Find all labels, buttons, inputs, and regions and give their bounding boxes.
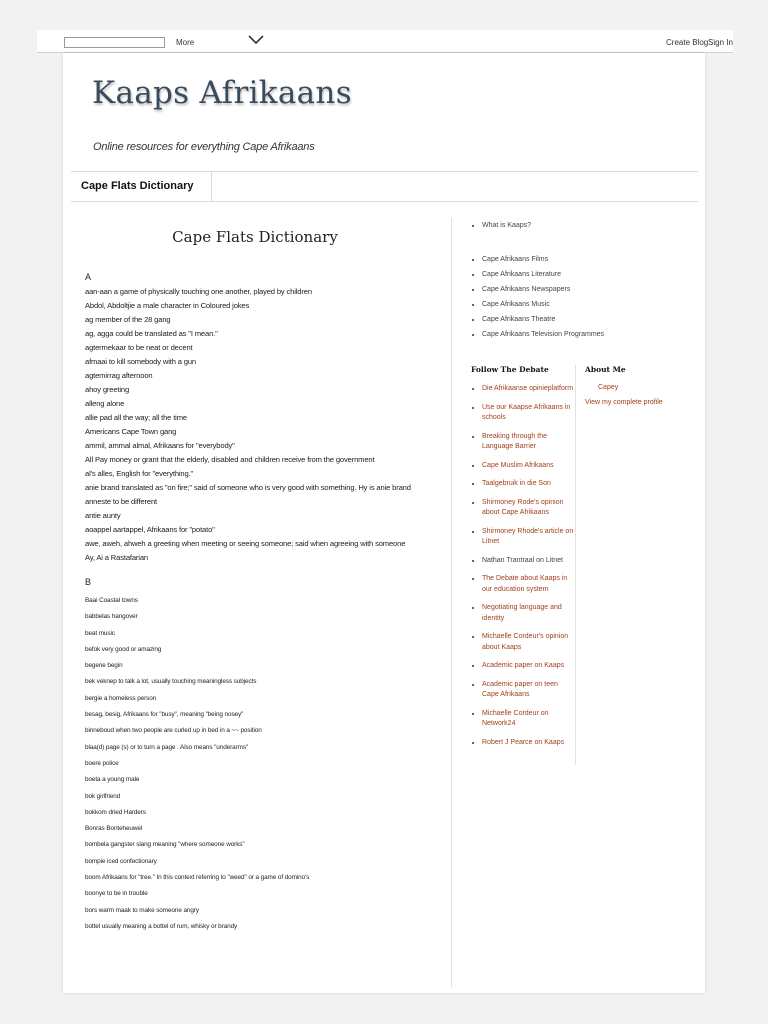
dictionary-entry: babbelas hangover — [85, 613, 138, 621]
dictionary-entry: aan-aan a game of physically touching one another, played by children — [85, 287, 312, 296]
dictionary-entry: ammil, ammal almal, Afrikaans for "everybody" — [85, 441, 235, 450]
profile-name-link[interactable]: Capey — [598, 384, 619, 391]
debate-item-link[interactable]: Shirmoney Rode's opinion about Cape Afrikaans — [482, 498, 564, 516]
debate-item-link[interactable]: Robert J Pearce on Kaaps — [482, 738, 565, 746]
sidebar-divider — [575, 365, 576, 765]
debate-item — [482, 680, 575, 701]
tab-cape-flats-dictionary[interactable]: Cape Flats Dictionary — [71, 172, 212, 201]
dictionary-entry: bottel usually meaning a bottel of rum, whisky or brandy — [85, 922, 238, 930]
debate-item-link[interactable]: Breaking through the Language Barrier — [482, 432, 547, 450]
debate-item — [482, 632, 575, 653]
navbar-search-input[interactable] — [64, 37, 165, 48]
debate-item — [482, 574, 575, 595]
dictionary-entry: besag, besig, Afrikaans for "busy", meaning "being nosey" — [85, 711, 244, 719]
dictionary-entry: bokkom dried Harders — [85, 808, 146, 816]
debate-item — [482, 603, 575, 624]
debate-item-link[interactable]: Shirmoney Rhode's article on Litnet — [482, 527, 574, 545]
sidebar-pages-list — [471, 222, 531, 237]
dictionary-entry: bek veknep to talk a lot, usually touching meaningless subjects — [85, 678, 257, 686]
dictionary-entry: Americans Cape Town gang — [85, 427, 177, 436]
dictionary-entry: befok very good or amazing — [85, 645, 162, 653]
dictionary-entry: binneboud when two people are curled up in bed in a ~~ position — [85, 727, 262, 735]
sidebar-page-item — [482, 222, 531, 230]
sidebar-page-item-link[interactable]: What is Kaaps? — [482, 222, 532, 229]
debate-links-list — [471, 384, 575, 748]
dictionary-entry: Ay, Ai a Rastafarian — [85, 553, 148, 562]
debate-item — [482, 479, 575, 490]
post-body — [85, 218, 425, 988]
debate-item — [482, 403, 575, 424]
dictionary-entry: aoappel aartappel, Afrikaans for "potato" — [85, 525, 215, 534]
sidebar-link-item — [482, 271, 604, 279]
dictionary-entry: antie aunty — [85, 511, 121, 520]
blog-description: Online resources for everything Cape Afrikaans — [93, 141, 315, 153]
dictionary-entry: ag, agga could be translated as "I mean." — [85, 329, 218, 338]
sidebar-link-item-link[interactable]: Cape Afrikaans Newspapers — [482, 286, 571, 293]
debate-item-link[interactable]: Die Afrikaanse opinieplatform — [482, 385, 574, 392]
sidebar-link-item — [482, 301, 604, 309]
debate-item — [482, 527, 575, 548]
sidebar-link-item-link[interactable]: Cape Afrikaans Films — [482, 256, 549, 263]
dictionary-entry: boere police — [85, 759, 119, 767]
blog-title[interactable]: Kaaps Afrikaans — [92, 75, 352, 111]
dictionary-entry: All Pay money or grant that the elderly, disabled and children receive from the government — [85, 455, 375, 464]
letter-heading-a: A — [85, 272, 92, 282]
debate-item — [482, 556, 575, 567]
debate-item-link[interactable]: Cape Muslim Afrikaans — [482, 461, 554, 469]
dictionary-entry: Abdol, Abdoltjie a male character in Coloured jokes — [85, 301, 250, 310]
post-title: Cape Flats Dictionary — [172, 228, 338, 246]
sidebar-link-item — [482, 256, 604, 264]
dictionary-entry: bompie iced confectionary — [85, 857, 157, 865]
letter-heading-b: B — [85, 577, 92, 587]
debate-item-link[interactable]: Michaelle Cordeur's opinion about Kaaps — [482, 633, 569, 651]
chevron-down-icon[interactable] — [248, 35, 264, 45]
dictionary-entry: allie pad all the way; all the time — [85, 413, 187, 422]
about-me-widget — [585, 365, 695, 406]
dictionary-entry: anneste to be different — [85, 497, 157, 506]
more-link[interactable]: More — [176, 38, 195, 47]
dictionary-entry: ahoy greeting — [85, 385, 130, 394]
dictionary-entry: ag member of the 28 gang — [85, 315, 171, 324]
dictionary-entry: bombela gangster slang meaning "where someone works" — [85, 841, 245, 849]
dictionary-entry: boom Afrikaans for "tree." In this context referring to "weed" or a game of domino's — [85, 874, 310, 882]
dictionary-entry: bergie a homeless person — [85, 694, 157, 702]
follow-debate-widget — [471, 365, 575, 756]
dictionary-entry: blaa(d) page (s) or to turn a page . Also means "underarms" — [85, 743, 249, 751]
debate-item — [482, 498, 575, 519]
blogger-navbar — [37, 30, 733, 53]
view-profile-link[interactable]: View my complete profile — [585, 399, 663, 406]
blog-page — [63, 53, 705, 993]
dictionary-entry: Bonras Bonteheuwel — [85, 825, 143, 833]
create-blog-link[interactable]: Create Blog — [666, 38, 709, 47]
dictionary-entry: awe, aweh, ahweh a greeting when meeting or seeing someone; said when agreeing with someone — [85, 539, 406, 548]
sidebar-link-item — [482, 286, 604, 294]
about-me-title: About Me — [585, 365, 626, 374]
sidebar-link-item — [482, 316, 604, 324]
dictionary-entry: al's alles, English for "everything." — [85, 469, 194, 478]
entries-a — [85, 285, 425, 565]
dictionary-entry: bors warm maak to make someone angry — [85, 906, 199, 914]
debate-item — [482, 432, 575, 453]
debate-item — [482, 461, 575, 472]
sign-in-link[interactable]: Sign In — [708, 38, 733, 47]
sidebar-link-item — [482, 331, 604, 339]
column-divider — [451, 218, 452, 988]
sidebar-link-item-link[interactable]: Cape Afrikaans Theatre — [482, 316, 556, 323]
dictionary-entry: alleng alone — [85, 399, 125, 408]
dictionary-entry: Baai Coastal towns — [85, 597, 138, 604]
debate-item — [482, 384, 575, 395]
page-tabs — [71, 171, 698, 202]
entries-b — [85, 593, 425, 935]
dictionary-entry: afmaai to kill somebody with a gun — [85, 357, 196, 366]
dictionary-entry: boonye to be in trouble — [85, 890, 148, 898]
debate-item-link[interactable]: Nathan Trantraal on Litnet — [482, 556, 563, 564]
debate-item — [482, 709, 575, 730]
debate-item-link[interactable]: Use our Kaapse Afrikaans in schools — [482, 403, 571, 421]
sidebar-link-item-link[interactable]: Cape Afrikaans Literature — [482, 271, 561, 278]
debate-item-link[interactable]: Michaelle Cordeur on Network24 — [482, 709, 549, 727]
dictionary-entry: begene begin — [85, 662, 123, 670]
debate-item — [482, 738, 575, 749]
dictionary-entry: anie brand translated as "on fire;" said of someone who is very good with something. Hy is anie brand — [85, 483, 411, 492]
debate-item-link[interactable]: Academic paper on Kaaps — [482, 662, 565, 669]
dictionary-entry: agtemirrag afternoon — [85, 371, 153, 380]
dictionary-entry: boeta a young male — [85, 776, 140, 784]
debate-item-link[interactable]: Taalgebruik in die Son — [482, 480, 551, 487]
dictionary-entry: bok girlfriend — [85, 792, 121, 800]
debate-item — [482, 661, 575, 672]
follow-debate-title: Follow The Debate — [471, 365, 549, 374]
debate-item-link[interactable]: The Debate about Kaaps in our education system — [482, 575, 568, 593]
sidebar-links-list — [471, 256, 604, 346]
debate-item-link[interactable]: Academic paper on teen Cape Afrikaans — [482, 680, 558, 698]
sidebar-link-item-link[interactable]: Cape Afrikaans Television Programmes — [482, 331, 605, 338]
sidebar-link-item-link[interactable]: Cape Afrikaans Music — [482, 301, 550, 308]
dictionary-entry: beat music — [85, 629, 115, 637]
dictionary-entry: agtermekaar to be neat or decent — [85, 343, 193, 352]
debate-item-link[interactable]: Negotiating language and identity — [482, 604, 562, 622]
